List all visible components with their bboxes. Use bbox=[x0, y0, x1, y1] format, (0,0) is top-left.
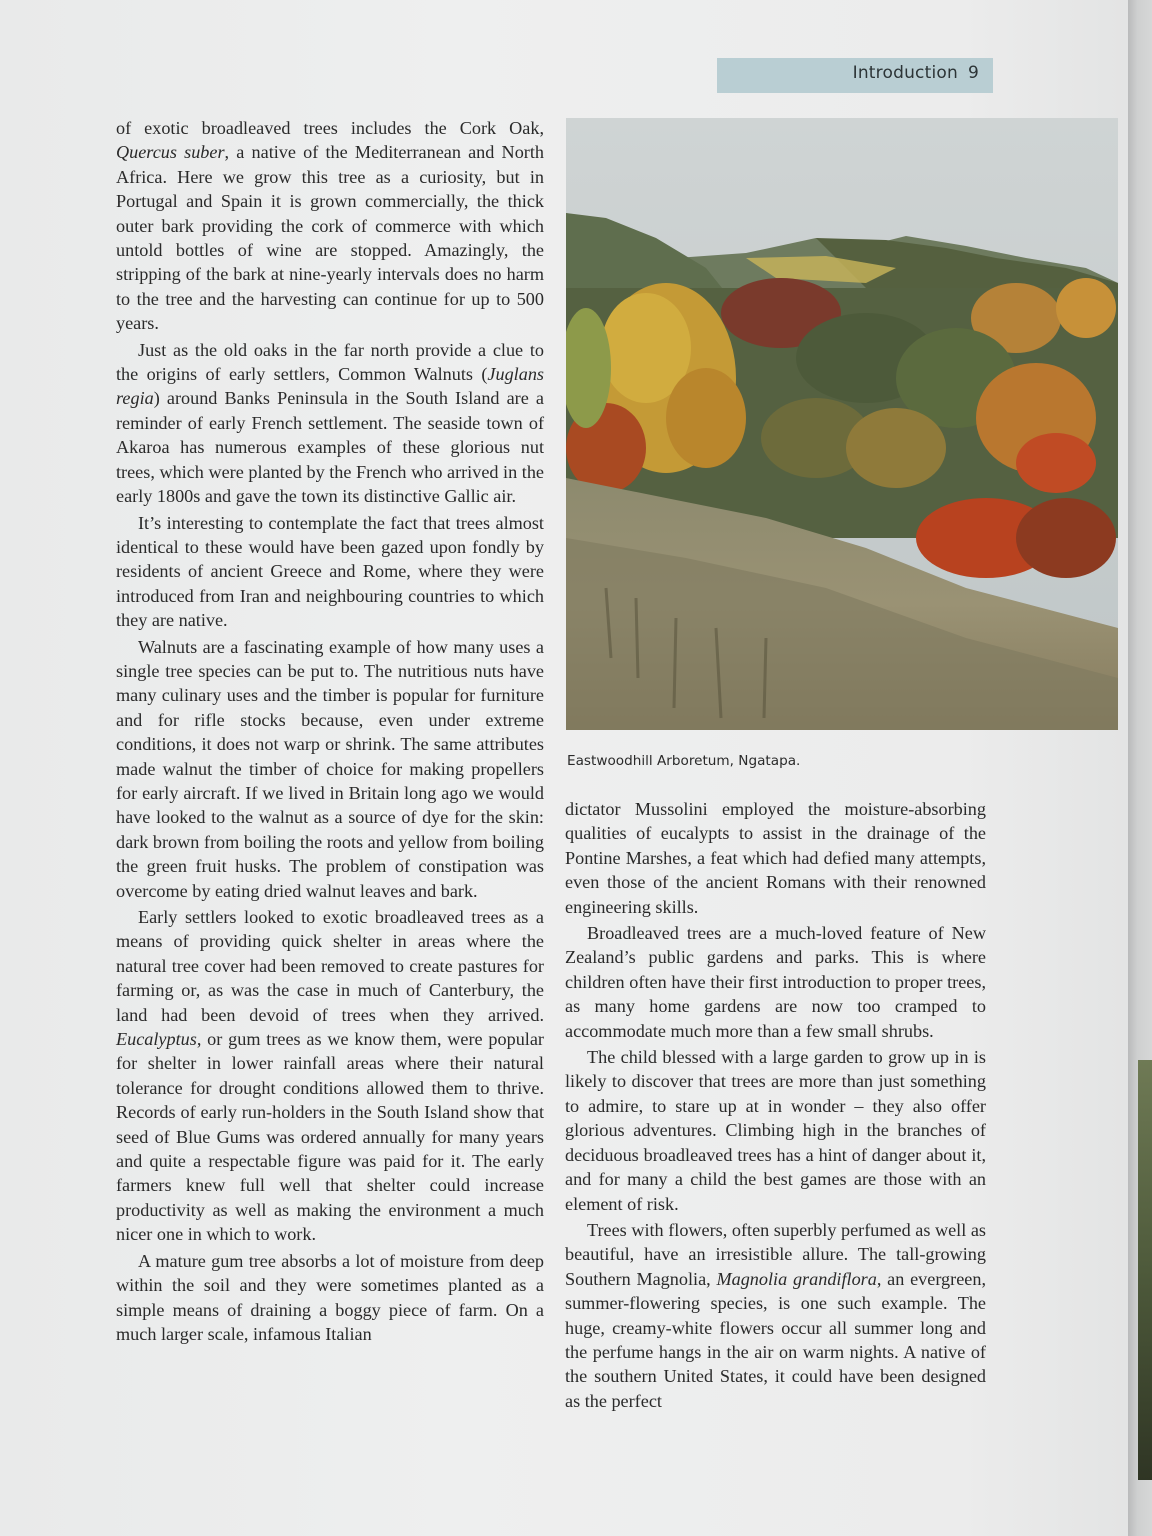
arboretum-photo bbox=[566, 118, 1118, 730]
paragraph: dictator Mussolini employed the moisture-absorbing qualities of eucalypts to assist in the drainage of the Pontine Marshes, a feat which had defied many attempts, even those of the ancient Romans with their renowned engineering skills. bbox=[565, 799, 986, 917]
facing-page-edge bbox=[1138, 1060, 1152, 1480]
page-number: 9 bbox=[967, 63, 979, 83]
paragraph: The child blessed with a large garden to grow up in is likely to discover that trees are more than just something to admire, to stare up at in wonder – they also offer glorious adventures. Climbing high in the branches of deciduous broadleaved trees has a hint of danger about it, and for many a child the best games are those with an element of risk. bbox=[565, 1047, 986, 1214]
paragraph: of exotic broadleaved trees includes the Cork Oak, Quercus suber, a native of the Mediterranean and North Africa. Here we grow this tree as a curiosity, but in Portugal and Spain it is grown commercially, the thick outer bark providing the cork of commerce with which untold bottles of wine are stopped. Amazingly, the stripping of the bark at nine-yearly intervals does no harm to the tree and the harvesting can continue for up to 500 years. bbox=[116, 118, 544, 334]
paragraph: Early settlers looked to exotic broadleaved trees as a means of providing quick shelter in areas where the natural tree cover had been removed to create pastures for farming or, as was the case in much of Canterbury, the land had been devoid of trees when they arrived. Eucalyptus, or gum trees as we know them, were popular for shelter in lower rainfall areas where their natural tolerance for drought conditions allowed them to thrive. Records of early run-holders in the South Island show that seed of Blue Gums was ordered annually for many years and quite a respectable figure was paid for it. The early farmers knew full well that shelter could increase productivity as well as making the environment a much nicer one in which to work. bbox=[116, 907, 544, 1245]
paragraph: A mature gum tree absorbs a lot of moisture from deep within the soil and they were sometimes planted as a simple means of draining a boggy piece of farm. On a much larger scale, infamous Italian bbox=[116, 1250, 544, 1344]
left-column bbox=[116, 116, 544, 1346]
paragraph: Trees with flowers, often superbly perfumed as well as beautiful, have an irresistible allure. The tall-growing Southern Magnolia, Magnolia grandiflora, an evergreen, summer-flowering species, is one such example. The huge, creamy-white flowers occur all summer long and the perfume hangs in the air on warm nights. A native of the southern United States, it could have been designed as the perfect bbox=[565, 1219, 986, 1411]
paragraph: It’s interesting to contemplate the fact that trees almost identical to these would have been gazed upon fondly by residents of ancient Greece and Rome, where they were introduced from Iran and neighbouring countries to which they are native. bbox=[116, 512, 544, 631]
paragraph: Walnuts are a fascinating example of how many uses a single tree species can be put to. The nutritious nuts have many culinary uses and the timber is popular for furniture and for rifle stocks because, even under extreme conditions, it does not warp or shrink. The same attributes made walnut the timber of choice for making propellers for early aircraft. If we lived in Britain long ago we would have looked to the walnut as a source of dye for the skin: dark brown from boiling the roots and yellow from boiling the green fruit husks. The problem of constipation was overcome by eating dried walnut leaves and bark. bbox=[116, 636, 544, 901]
photo-caption: Eastwoodhill Arboretum, Ngatapa. bbox=[567, 753, 801, 769]
running-header bbox=[717, 58, 993, 93]
paragraph: Just as the old oaks in the far north provide a clue to the origins of early settlers, Common Walnuts (Juglans regia) around Banks Peninsula in the South Island are a reminder of early French settlement. The seaside town of Akaroa has numerous examples of these glorious nut trees, which were planted by the French who arrived in the early 1800s and gave the town its distinctive Gallic air. bbox=[116, 339, 544, 507]
paragraph: Broadleaved trees are a much-loved feature of New Zealand’s public gardens and parks. This is where children often have their first introduction to proper trees, as many home gardens are now too cramped to accommodate much more than a few small shrubs. bbox=[565, 923, 986, 1041]
section-title: Introduction bbox=[852, 63, 958, 83]
header-text bbox=[853, 63, 979, 83]
right-column bbox=[565, 797, 986, 1413]
